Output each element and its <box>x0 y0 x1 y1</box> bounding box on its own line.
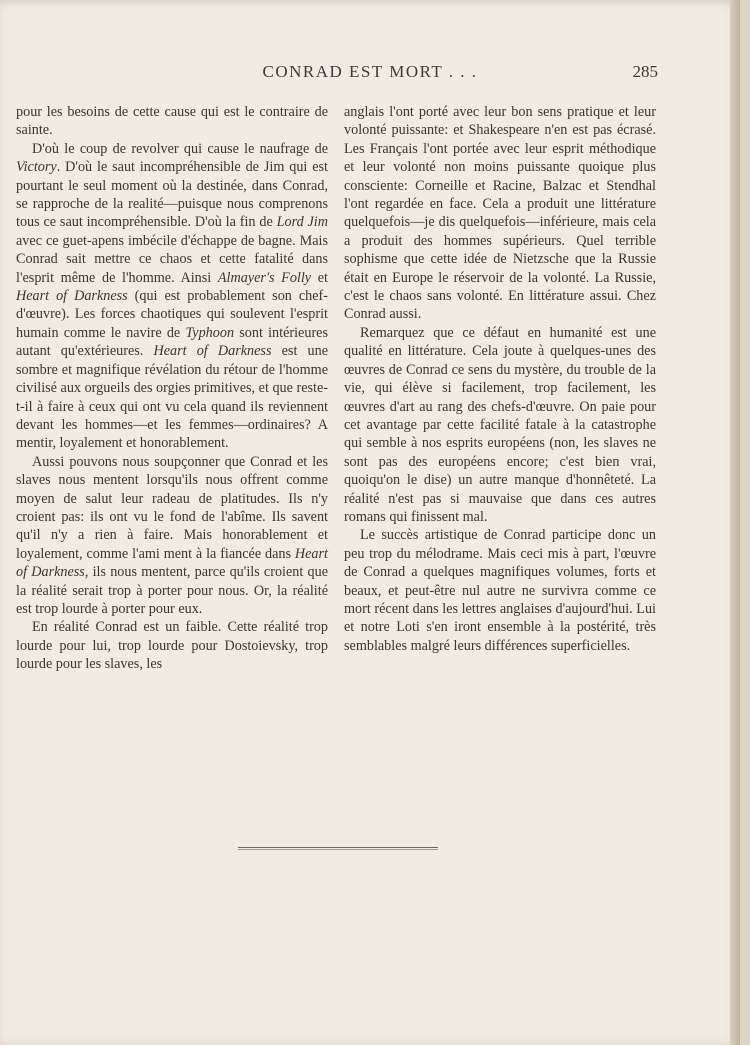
text-run: pour les besoins de cette cause qui est le contraire de sainte. <box>16 104 328 139</box>
text-run: Remarquez que ce défaut en humanité est une qualité en littérature. Cela joute à quelques-unes des œuvres de Conrad ce sens du mystère, du trouble de la vie, qui élève si facilement, trop facilement, les œuvres d'art au rang des chefs-d'œuvre. On paie pour cet avantage par cette facilité fatale à la catastrophe qui semble à nos esprits européens (non, les slaves ne sont pas des européens encore; c'est bien vrai, quoiqu'on le dise) un autre manque d'honnêteté. La réalité n'est pas si mauvaise que dans ces autres romans qui finissent mal. <box>344 324 656 525</box>
text-run: et <box>311 269 328 286</box>
text-run: est une sombre et magnifique révélation du rétour de l'homme civilisé aux orgueils des orgies primitives, et que reste-t-il à faire à ceux qui ont vu cela quand ils reviennent devant les hommes—et les femmes—ordinaires? A mentir, loyalement et honorablement. <box>16 343 329 452</box>
paragraph <box>344 324 656 526</box>
column-left <box>16 103 328 674</box>
running-title: CONRAD EST MORT . . . <box>262 62 478 81</box>
paragraph <box>16 453 328 619</box>
text-run: , ils nous mentent, parce qu'ils croient que la réalité serait trop à porter pour nous. Or, la réalité est trop lourde à porter pour eux. <box>16 564 328 617</box>
book-title: Heart of Darkness <box>153 343 272 360</box>
book-title: Victory <box>16 159 57 176</box>
text-run: Le succès artistique de Conrad participe donc un peu trop du mélodrame. Mais ceci mis à part, l'œuvre de Conrad a quelques magnifiques volumes, forts et beaux, et peut-être nul autre ne survivra comme ce mort récent dans les lettres anglaises d'aujourd'hui. Lui et notre Loti s'en iront ensemble à la postérité, très semblables malgré leurs différences superficielles. <box>344 527 656 654</box>
book-title: Heart of Darkness <box>16 545 328 581</box>
text-run: sont intérieures autant qu'extérieures. <box>16 324 328 360</box>
text-run: anglais l'ont porté avec leur bon sens pratique et leur volonté puissante: et Shakespeare n'en est pas écrasé. Les Français l'ont portée avec leur esprit méthodique et leur volonté non moins puissante quoique plus consciente: Corneille et Racine, Balzac et Stendhal l'ont regardée en face. Cela a produit une littérature quelquefois—je dis quelquefois—inférieure, mais cela a produit des hommes supérieurs. Quel terrible sophisme que cette idée de Nietzsche que la Russie était en Europe le réservoir de la volonté. La Russie, c'est le chaos sans volonté. En littérature assui. Chez Conrad aussi. <box>344 104 656 323</box>
page-number: 285 <box>632 62 658 81</box>
text-run: Aussi pouvons nous soupçonner que Conrad et les slaves nous mentent lorsqu'ils nous offrent comme moyen de salut leur radeau de platitudes. Ils n'y croient pas: ils ont vu le fond de l'abîme. Ils savent qu'il n'y a rien à faire. Mais honorablement et loyalement, comme l'ami ment à la fiancée dans <box>16 453 328 562</box>
book-title: Heart of Darkness <box>16 288 128 305</box>
paragraph <box>16 618 328 673</box>
column-right <box>344 103 656 655</box>
book-title: Lord Jim <box>276 214 328 231</box>
paragraph <box>16 140 328 453</box>
text-run: D'où le coup de revolver qui cause le naufrage de <box>32 140 328 157</box>
book-title: Typhoon <box>185 324 235 341</box>
text-run: . D'où le saut incompréhensible de Jim qui est pourtant le seul moment où la destinée, dans Conrad, se rapproche de la realité—puisque nous comprenons tous ce saut incompréhensible. D'où la fin de <box>16 159 328 231</box>
text-run: En réalité Conrad est un faible. Cette réalité trop lourde pour lui, trop lourde pour Dostoievsky, trop lourde pour les slaves, les <box>16 619 328 673</box>
section-divider <box>238 847 438 850</box>
page-edge <box>730 0 740 1045</box>
paragraph <box>16 103 328 140</box>
book-title: Almayer's Folly <box>217 269 312 286</box>
paragraph <box>344 103 656 324</box>
text-run: (qui est probablement son chef-d'œuvre). Les forces chaotiques qui soulevent l'esprit humain comme le navire de <box>16 288 328 341</box>
text-run: avec ce guet-apens imbécile d'échappe de bagne. Mais Conrad sait mettre ce chaos et cette fatalité dans l'esprit même de l'homme. Ainsi <box>16 232 328 286</box>
paragraph <box>344 526 656 655</box>
